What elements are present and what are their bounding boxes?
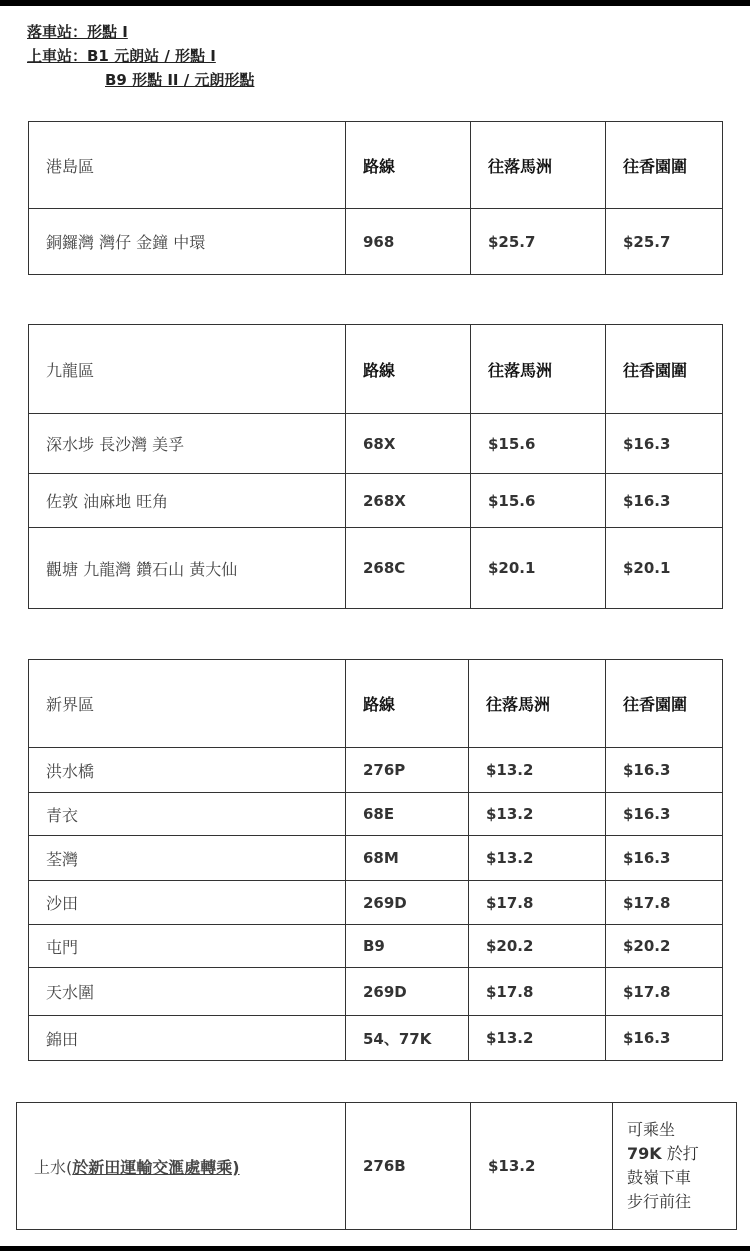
fare-lok-ma-chau-cell: $20.1 xyxy=(471,528,606,609)
to-heung-yuen-wai-heading: 往香園圍 xyxy=(606,122,723,209)
table-row xyxy=(29,1016,723,1061)
note-line: 步行前往 xyxy=(627,1192,692,1211)
to-heung-yuen-wai-heading: 往香園圍 xyxy=(606,660,723,748)
route-cell: 68M xyxy=(346,836,469,881)
route-cell: 269D xyxy=(346,881,469,925)
alternative-note-cell xyxy=(613,1103,737,1230)
region-heading: 新界區 xyxy=(29,660,346,748)
table-header-row xyxy=(29,122,723,209)
pick-up-station: 上車站：B1 元朗站 / 形點 I xyxy=(27,47,216,65)
fare-heung-yuen-wai-cell: $16.3 xyxy=(606,748,723,793)
table-row xyxy=(29,528,723,609)
hk-island-table xyxy=(28,121,723,275)
fare-heung-yuen-wai-cell: $16.3 xyxy=(606,414,723,474)
region-heading: 港島區 xyxy=(29,122,346,209)
to-lok-ma-chau-heading: 往落馬洲 xyxy=(471,325,606,414)
area-cell: 佐敦 油麻地 旺角 xyxy=(29,474,346,528)
sheung-shui-table xyxy=(16,1102,737,1230)
fare-lok-ma-chau-cell: $13.2 xyxy=(471,1103,613,1230)
to-lok-ma-chau-heading: 往落馬洲 xyxy=(469,660,606,748)
fare-lok-ma-chau-cell: $17.8 xyxy=(469,881,606,925)
table-row xyxy=(29,881,723,925)
fare-lok-ma-chau-cell: $15.6 xyxy=(471,414,606,474)
route-cell: 268C xyxy=(346,528,471,609)
fare-heung-yuen-wai-cell: $16.3 xyxy=(606,793,723,836)
table-row xyxy=(29,836,723,881)
table-row xyxy=(29,414,723,474)
table-row xyxy=(29,925,723,968)
route-heading: 路線 xyxy=(346,660,469,748)
route-cell: 268X xyxy=(346,474,471,528)
area-cell: 天水圍 xyxy=(29,968,346,1016)
to-lok-ma-chau-heading: 往落馬洲 xyxy=(471,122,606,209)
fare-heung-yuen-wai-cell: $16.3 xyxy=(606,474,723,528)
table-row xyxy=(17,1103,737,1230)
fare-heung-yuen-wai-cell: $16.3 xyxy=(606,836,723,881)
route-cell: B9 xyxy=(346,925,469,968)
fare-lok-ma-chau-cell: $13.2 xyxy=(469,836,606,881)
fare-lok-ma-chau-cell: $15.6 xyxy=(471,474,606,528)
fare-heung-yuen-wai-cell: $25.7 xyxy=(606,209,723,275)
fare-heung-yuen-wai-cell: $16.3 xyxy=(606,1016,723,1061)
fare-lok-ma-chau-cell: $25.7 xyxy=(471,209,606,275)
area-cell: 錦田 xyxy=(29,1016,346,1061)
route-79k: 79K xyxy=(627,1144,662,1163)
region-heading: 九龍區 xyxy=(29,325,346,414)
note-text: 於打 xyxy=(661,1144,699,1163)
top-border xyxy=(0,0,750,6)
route-cell: 276B xyxy=(346,1103,471,1230)
note-line: 鼓嶺下車 xyxy=(627,1168,692,1187)
table-row xyxy=(29,793,723,836)
fare-heung-yuen-wai-cell: $17.8 xyxy=(606,968,723,1016)
fare-lok-ma-chau-cell: $13.2 xyxy=(469,1016,606,1061)
route-cell: 968 xyxy=(346,209,471,275)
drop-off-station: 落車站：形點 I xyxy=(27,23,128,41)
route-cell: 269D xyxy=(346,968,469,1016)
table-row xyxy=(29,474,723,528)
fare-lok-ma-chau-cell: $17.8 xyxy=(469,968,606,1016)
table-header-row xyxy=(29,660,723,748)
table-header-row xyxy=(29,325,723,414)
route-cell: 54、77K xyxy=(346,1016,469,1061)
fare-lok-ma-chau-cell: $20.2 xyxy=(469,925,606,968)
pick-up-station-2: B9 形點 II / 元朗形點 xyxy=(105,71,255,89)
area-cell: 銅鑼灣 灣仔 金鐘 中環 xyxy=(29,209,346,275)
note-line: 可乘坐 xyxy=(627,1120,676,1139)
fare-heung-yuen-wai-cell: $20.2 xyxy=(606,925,723,968)
route-cell: 68E xyxy=(346,793,469,836)
table-row xyxy=(29,968,723,1016)
fare-heung-yuen-wai-cell: $17.8 xyxy=(606,881,723,925)
to-heung-yuen-wai-heading: 往香園圍 xyxy=(606,325,723,414)
area-cell: 青衣 xyxy=(29,793,346,836)
route-cell: 276P xyxy=(346,748,469,793)
area-cell: 屯門 xyxy=(29,925,346,968)
route-cell: 68X xyxy=(346,414,471,474)
station-header xyxy=(27,20,254,92)
fare-lok-ma-chau-cell: $13.2 xyxy=(469,748,606,793)
area-prefix: 上水( xyxy=(34,1157,73,1177)
kowloon-table xyxy=(28,324,723,609)
area-cell: 深水埗 長沙灣 美孚 xyxy=(29,414,346,474)
area-cell: 觀塘 九龍灣 鑽石山 黃大仙 xyxy=(29,528,346,609)
transfer-note: 於新田運輸交滙處轉乘) xyxy=(72,1157,240,1177)
route-heading: 路線 xyxy=(346,122,471,209)
new-territories-table xyxy=(28,659,723,1061)
bottom-border xyxy=(0,1246,750,1251)
table-row xyxy=(29,748,723,793)
route-heading: 路線 xyxy=(346,325,471,414)
fare-lok-ma-chau-cell: $13.2 xyxy=(469,793,606,836)
area-cell: 沙田 xyxy=(29,881,346,925)
area-cell: 洪水橋 xyxy=(29,748,346,793)
note-line xyxy=(627,1142,736,1166)
area-cell xyxy=(17,1103,346,1230)
fare-heung-yuen-wai-cell: $20.1 xyxy=(606,528,723,609)
area-cell: 荃灣 xyxy=(29,836,346,881)
table-row xyxy=(29,209,723,275)
